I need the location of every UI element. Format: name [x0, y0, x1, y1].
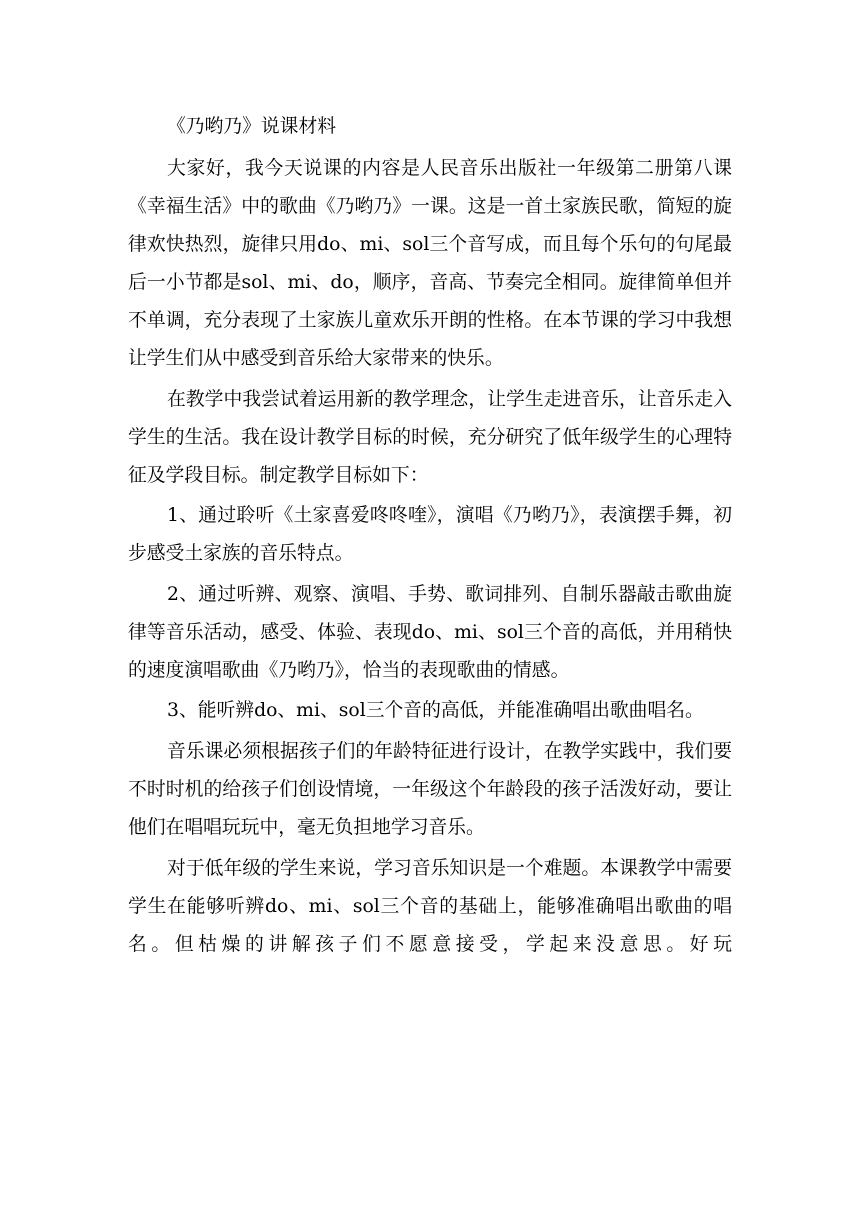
paragraph-objective-3: 3、能听辨do、mi、sol三个音的高低，并能准确唱出歌曲唱名。 [167, 700, 704, 722]
paragraph-objective-2: 2、通过听辨、观察、演唱、手势、歌词排列、自制乐器敲击歌曲旋律等音乐活动，感受、体验、表现do、mi、sol三个音的高低，并用稍快的速度演唱歌曲《乃哟乃》，恰当的表现歌曲的情感。 [128, 583, 732, 681]
paragraph-difficulty: 对于低年级的学生来说，学习音乐知识是一个难题。本课教学中需要学生在能够听辨do、mi、sol三个音的基础上，能够准确唱出歌曲的唱名。但枯燥的讲解孩子们不愿意接受，学起来没意思。好玩 [128, 857, 732, 955]
paragraph-teaching-concept: 在教学中我尝试着运用新的教学理念，让学生走进音乐，让音乐走入学生的生活。我在设计教学目标的时候，充分研究了低年级学生的心理特征及学段目标。制定教学目标如下： [128, 388, 732, 486]
paragraph-design-principle: 音乐课必须根据孩子们的年龄特征进行设计，在教学实践中，我们要不时时机的给孩子们创设情境，一年级这个年龄段的孩子活泼好动，要让他们在唱唱玩玩中，毫无负担地学习音乐。 [128, 740, 732, 838]
paragraph-objective-1: 1、通过聆听《土家喜爱咚咚喹》，演唱《乃哟乃》，表演摆手舞，初步感受土家族的音乐特点。 [128, 505, 732, 565]
document-body [128, 108, 732, 966]
document-title: 《乃哟乃》说课材料 [167, 116, 337, 137]
paragraph-intro: 大家好，我今天说课的内容是人民音乐出版社一年级第二册第八课《幸福生活》中的歌曲《乃哟乃》一课。这是一首土家族民歌，简短的旋律欢快热烈，旋律只用do、mi、sol三个音写成，而且每个乐句的句尾最后一小节都是sol、mi、do，顺序，音高、节奏完全相同。旋律简单但并不单调，充分表现了土家族儿童欢乐开朗的性格。在本节课的学习中我想让学生们从中感受到音乐给大家带来的快乐。 [128, 158, 732, 369]
